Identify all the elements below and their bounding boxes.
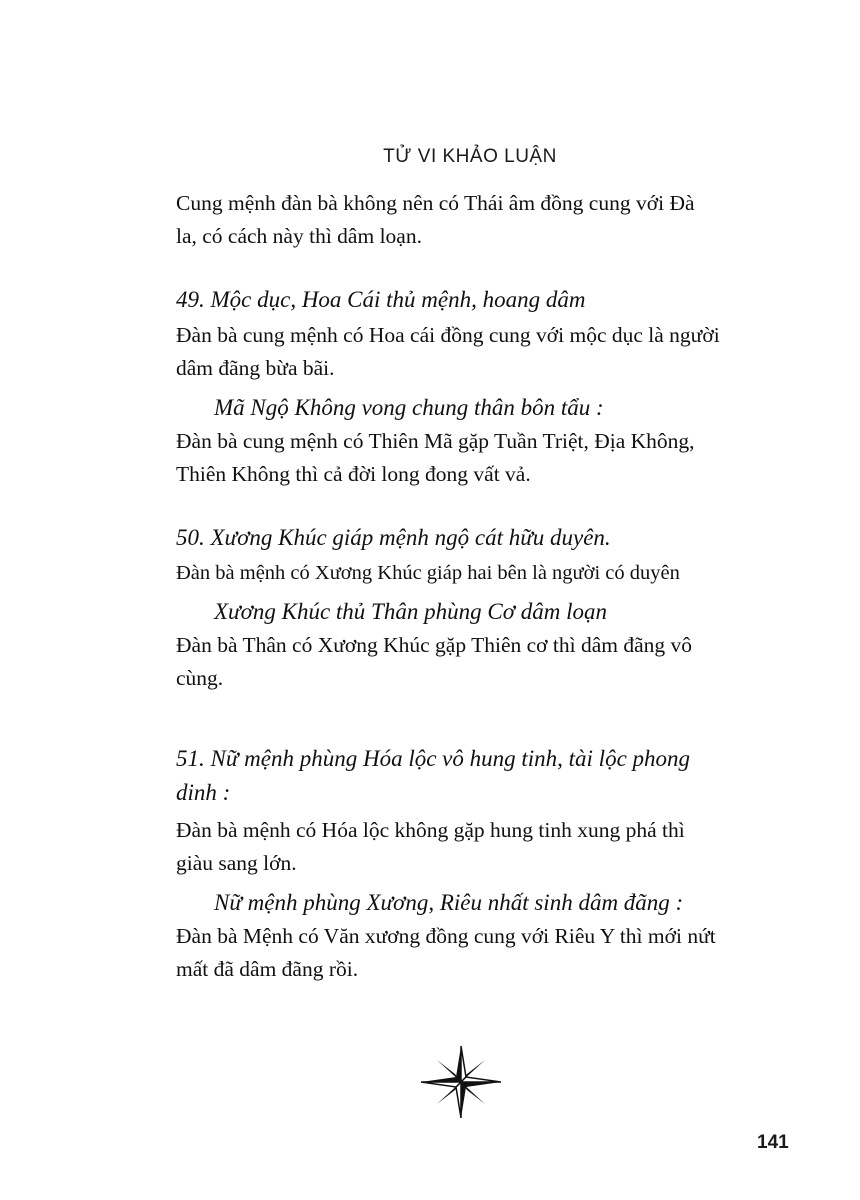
text-line: Đàn bà Thân có Xương Khúc gặp Thiên cơ thì dâm đãng vô	[176, 633, 693, 657]
text-line: Đàn bà mệnh có Xương Khúc giáp hai bên là người có duyên	[176, 562, 680, 584]
text-line: mất đã dâm đãng rồi.	[176, 957, 359, 981]
text-line: Cung mệnh đàn bà không nên có Thái âm đồng cung với Đà	[176, 191, 695, 215]
section-heading-continued: dinh :	[176, 780, 231, 805]
section-49	[176, 283, 826, 491]
section-subheading: Mã Ngộ Không vong chung thân bôn tẩu :	[214, 395, 604, 420]
section-heading: 50. Xương Khúc giáp mệnh ngộ cát hữu duyên.	[176, 525, 611, 550]
text-line: la, có cách này thì dâm loạn.	[176, 224, 422, 248]
text-line: dâm đãng bừa bãi.	[176, 356, 335, 380]
text-line: Đàn bà cung mệnh có Thiên Mã gặp Tuần Triệt, Địa Không,	[176, 429, 695, 453]
compass-star-icon	[421, 1044, 501, 1120]
text-line: giàu sang lớn.	[176, 851, 297, 875]
text-line: Thiên Không thì cả đời long đong vất vả.	[176, 462, 531, 486]
section-51	[176, 742, 826, 986]
text-line: Đàn bà mệnh có Hóa lộc không gặp hung tinh xung phá thì	[176, 818, 685, 842]
page-number: 141	[757, 1132, 789, 1153]
intro-paragraph	[176, 187, 826, 253]
running-head: TỬ VI KHẢO LUẬN	[383, 146, 557, 167]
section-50	[176, 521, 826, 695]
section-heading: 51. Nữ mệnh phùng Hóa lộc vô hung tinh, tài lộc phong	[176, 746, 691, 771]
text-line: cùng.	[176, 666, 224, 690]
text-line: Đàn bà cung mệnh có Hoa cái đồng cung với mộc dục là người	[176, 323, 720, 347]
section-heading: 49. Mộc dục, Hoa Cái thủ mệnh, hoang dâm	[176, 287, 586, 312]
section-subheading: Xương Khúc thủ Thân phùng Cơ dâm loạn	[214, 599, 607, 624]
text-line: Đàn bà Mệnh có Văn xương đồng cung với Riêu Y thì mới nứt	[176, 924, 716, 948]
section-subheading: Nữ mệnh phùng Xương, Riêu nhất sinh dâm đãng :	[214, 890, 684, 915]
